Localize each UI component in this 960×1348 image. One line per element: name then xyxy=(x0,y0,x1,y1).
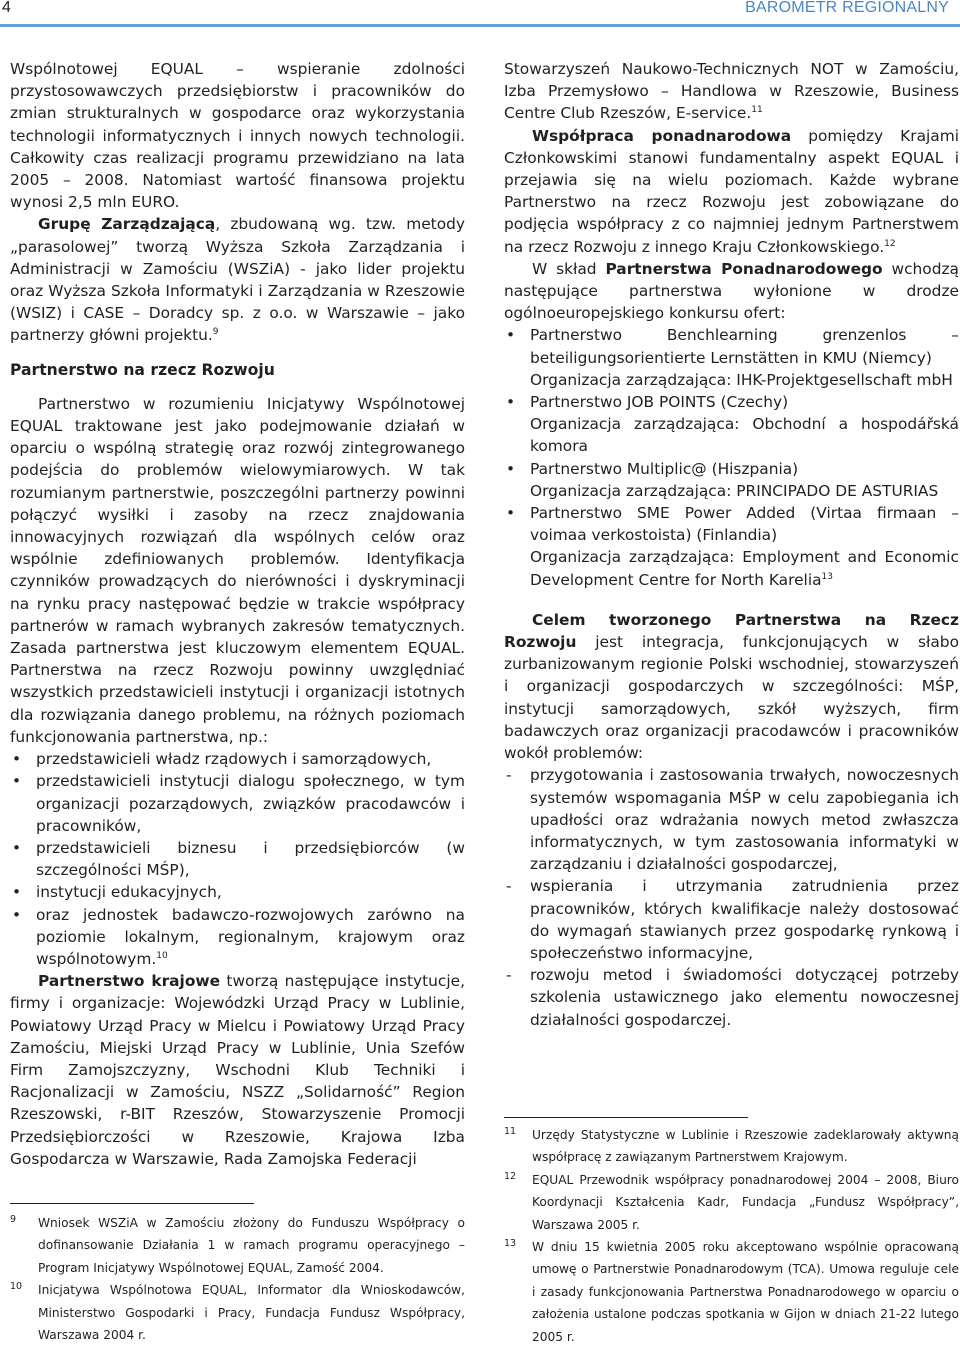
list-item: • instytucji edukacyjnych, xyxy=(10,881,465,903)
paragraph: Stowarzyszeń Naukowo-Technicznych NOT w Zamościu, Izba Przemysłowo – Handlowa w Rzeszowie, Business Centre Club Rzeszów, E-service.$^{11}$ xyxy=(504,60,959,123)
list-item: - przygotowania i zastosowania trwałych, nowoczesnych systemów wspomagania MŚP w celu zapobiegania ich upadłości oraz wdrażania nowych metod zwłaszcza informatycznych, w tym zastosowania informatyki w zarządzaniu i działalności gospodarczej, xyxy=(504,764,959,875)
section-heading: Partnerstwo na rzecz Rozwoju xyxy=(10,360,275,379)
dash-list xyxy=(504,764,959,1030)
footnote-ref: 11 xyxy=(751,105,763,116)
right-column xyxy=(504,58,959,1031)
footnotes-left xyxy=(10,1212,465,1346)
paragraph: W skład Partnerstwa Ponadnarodowego wchodzą następujące partnerstwa wyłonione w drodze ogólnoeuropejskiego konkursu ofert: xyxy=(504,259,959,323)
paragraph: Celem tworzonego Partnerstwa na Rzecz Rozwoju jest integracja, funkcjonujących w słabo zurbanizowanym regionie Polski wschodniej, stowarzyszeń i organizacji gospodarczych w szczególności: MŚP, instytucji samorządowych, szkół wyższych, firm badawczych oraz organizacji pracodawców i pracowników wokół problemów: xyxy=(504,610,959,763)
list-item: • oraz jednostek badawczo-rozwojowych zarówno na poziomie lokalnym, regionalnym, krajowym oraz wspólnotowym.$^{10}$ xyxy=(10,904,465,971)
footnote-divider xyxy=(504,1117,748,1118)
footnote: 13 W dniu 15 kwietnia 2005 roku akceptowano wspólnie opracowaną umowę o Partnerstwie Ponadnarodowym (TCA). Umowa reguluje cele i zasady funkcjonowania Partnerstwa Ponadnarodowego w oparciu o założenia ustalone podczas spotkania w Gijon w dniach 21-22 lutego 2005 r. xyxy=(504,1238,959,1344)
list-item: • przedstawicieli władz rządowych i samorządowych, xyxy=(10,748,465,770)
list-item: • przedstawicieli biznesu i przedsiębiorców (w szczególności MŚP), xyxy=(10,837,465,881)
paragraph: Partnerstwo krajowe tworzą następujące instytucje, firmy i organizacje: Wojewódzki Urząd Pracy w Lublinie, Powiatowy Urząd Pracy w Mielcu i Powiatowy Urząd Pracy Zamościu, Miejski Urząd Pracy w Lublinie, Unia Szefów Firm Zamojszczyzny, Wschodni Klub Techniki i Racjonalizacji w Zamościu, NSZZ „Solidarność” Region Rzeszowski, r-BIT Rzeszów, Stowarzyszenie Promocji Przedsiębiorczości w Rzeszowie, Krajowa Izba Gospodarcza w Warszawie, Rada Zamojska Federacji xyxy=(10,972,465,1168)
paragraph: Współpraca ponadnarodowa pomiędzy Krajami Członkowskimi stanowi fundamentalny aspekt EQUAL i przejawia się na wielu poziomach. Każde wybrane Partnerstwo na rzecz Rozwoju jest zobowiązane do podjęcia współpracy z co najmniej jednym Partnerstwem na rzecz Rozwoju z innego Kraju Członkowskiego.$^{12}$ xyxy=(504,126,959,256)
list-item: • Partnerstwo Multiplic@ (Hiszpania) Organizacja zarządzająca: PRINCIPADO DE ASTURIAS xyxy=(504,458,959,502)
paragraph: Wspólnotowej EQUAL – wspieranie zdolności przystosowawczych przedsiębiorstw i pracowników do zmian strukturalnych w gospodarce oraz wykorzystania technologii informatycznych i innych nowych technologii. Całkowity czas realizacji programu przewidziano na lata 2005 – 2008. Natomiast wartość finansowa projektu wynosi 2,5 mln EURO. xyxy=(10,60,465,212)
footnote: 12 EQUAL Przewodnik współpracy ponadnarodowej 2004 – 2008, Biuro Koordynacji Kształcenia Kadr, Fundacja „Fundusz Współpracy”, Warszawa 2005 r. xyxy=(504,1170,959,1232)
list-item: • Partnerstwo Benchlearning grenzenlos – beteiligungsorientierte Lernstätten in KMU (Niemcy) Organizacja zarządzająca: IHK-Projektgesellschaft mbH xyxy=(504,324,959,391)
footnote-divider xyxy=(10,1203,254,1204)
footnote-ref: 10 xyxy=(156,950,168,961)
footnotes-right xyxy=(504,1124,959,1348)
running-title: BAROMETR REGIONALNY xyxy=(745,0,949,16)
paragraph: Grupę Zarządzającą, zbudowaną wg. tzw. metody „parasolowej” tworzą Wyższa Szkoła Zarządzania i Administracji w Zamościu (WSZiA) - jako lider projektu oraz Wyższa Szkoła Informatyki i Zarządzania w Rzeszowie (WSIZ) i CASE – Doradcy sp. z o.o. w Warszawie – jako partnerzy główni projektu.$^9$ xyxy=(10,215,465,345)
list-item: • przedstawicieli instytucji dialogu społecznego, w tym organizacji pozarządowych, związków pracodawców i pracowników, xyxy=(10,770,465,837)
footnote: 9 Wniosek WSZiA w Zamościu złożony do Funduszu Współpracy o dofinansowanie Działania 1 w ramach programu operacyjnego – Program Inicjatywy Wspólnotowej EQUAL, Zamość 2004. xyxy=(10,1214,465,1275)
left-column xyxy=(10,58,465,1170)
list-item: - rozwoju metod i świadomości dotyczącej potrzeby szkolenia ustawicznego jako elementu nowoczesnej działalności gospodarczej. xyxy=(504,964,959,1031)
footnote: 11 Urzędy Statystyczne w Lublinie i Rzeszowie zadeklarowały aktywną współpracę z zawiązanym Partnerstwem Krajowym. xyxy=(504,1126,959,1165)
list-item: - wspierania i utrzymania zatrudnienia przez pracowników, których kwalifikacje należy dostosować do wymagań stawianych przez gospodarkę rynkową i społeczeństwo informacyjne, xyxy=(504,875,959,964)
page-number: 4 xyxy=(2,0,11,16)
partner-list xyxy=(504,324,959,590)
page-header xyxy=(0,0,960,27)
bullet-list xyxy=(10,748,465,970)
paragraph: Partnerstwo w rozumieniu Inicjatywy Wspólnotowej EQUAL traktowane jest jako podejmowanie działań w oparciu o wspólną strategię oraz rozwój zintegrowanego podejścia do problemów wielowymiarowych. W tak rozumianym partnerstwie, poszczególni partnerzy powinni połączyć wysiłki i zasoby na rzecz znajdowania innowacyjnych rozwiązań dla wspólnych celów oraz wspólnie zdefiniowanych problemów. Identyfikacja czynników prowadzących do nierówności i dyskryminacji na rynku pracy następować będzie w trakcie współpracy partnerów w ramach wybranych zakresów tematycznych. Zasada partnerstwa jest kluczowym elementem EQUAL. Partnerstwa na rzecz Rozwoju powinny uwzględniać wszystkich przedstawicieli instytucji i organizacji istotnych dla rozwiązania danego problemu, na różnych poziomach funkcjonowania partnerstwa, np.: xyxy=(10,394,465,746)
footnote-ref: 12 xyxy=(884,238,896,249)
footnote-ref: 9 xyxy=(212,327,219,338)
footnote: 10 Inicjatywa Wspólnotowa EQUAL, Informator dla Wnioskodawców, Ministerstwo Gospodarki i Pracy, Fundacja Fundusz Współpracy, Warszawa 2004 r. xyxy=(10,1281,465,1343)
footnote-ref: 13 xyxy=(821,571,833,582)
list-item: • Partnerstwo SME Power Added (Virtaa firmaan – voimaa verkostoista) (Finlandia) Organizacja zarządzająca: Employment and Economic Development Centre for North Karelia$^{13}$ xyxy=(504,502,959,591)
list-item: • Partnerstwo JOB POINTS (Czechy) Organizacja zarządzająca: Obchodní a hospodářská komora xyxy=(504,391,959,458)
